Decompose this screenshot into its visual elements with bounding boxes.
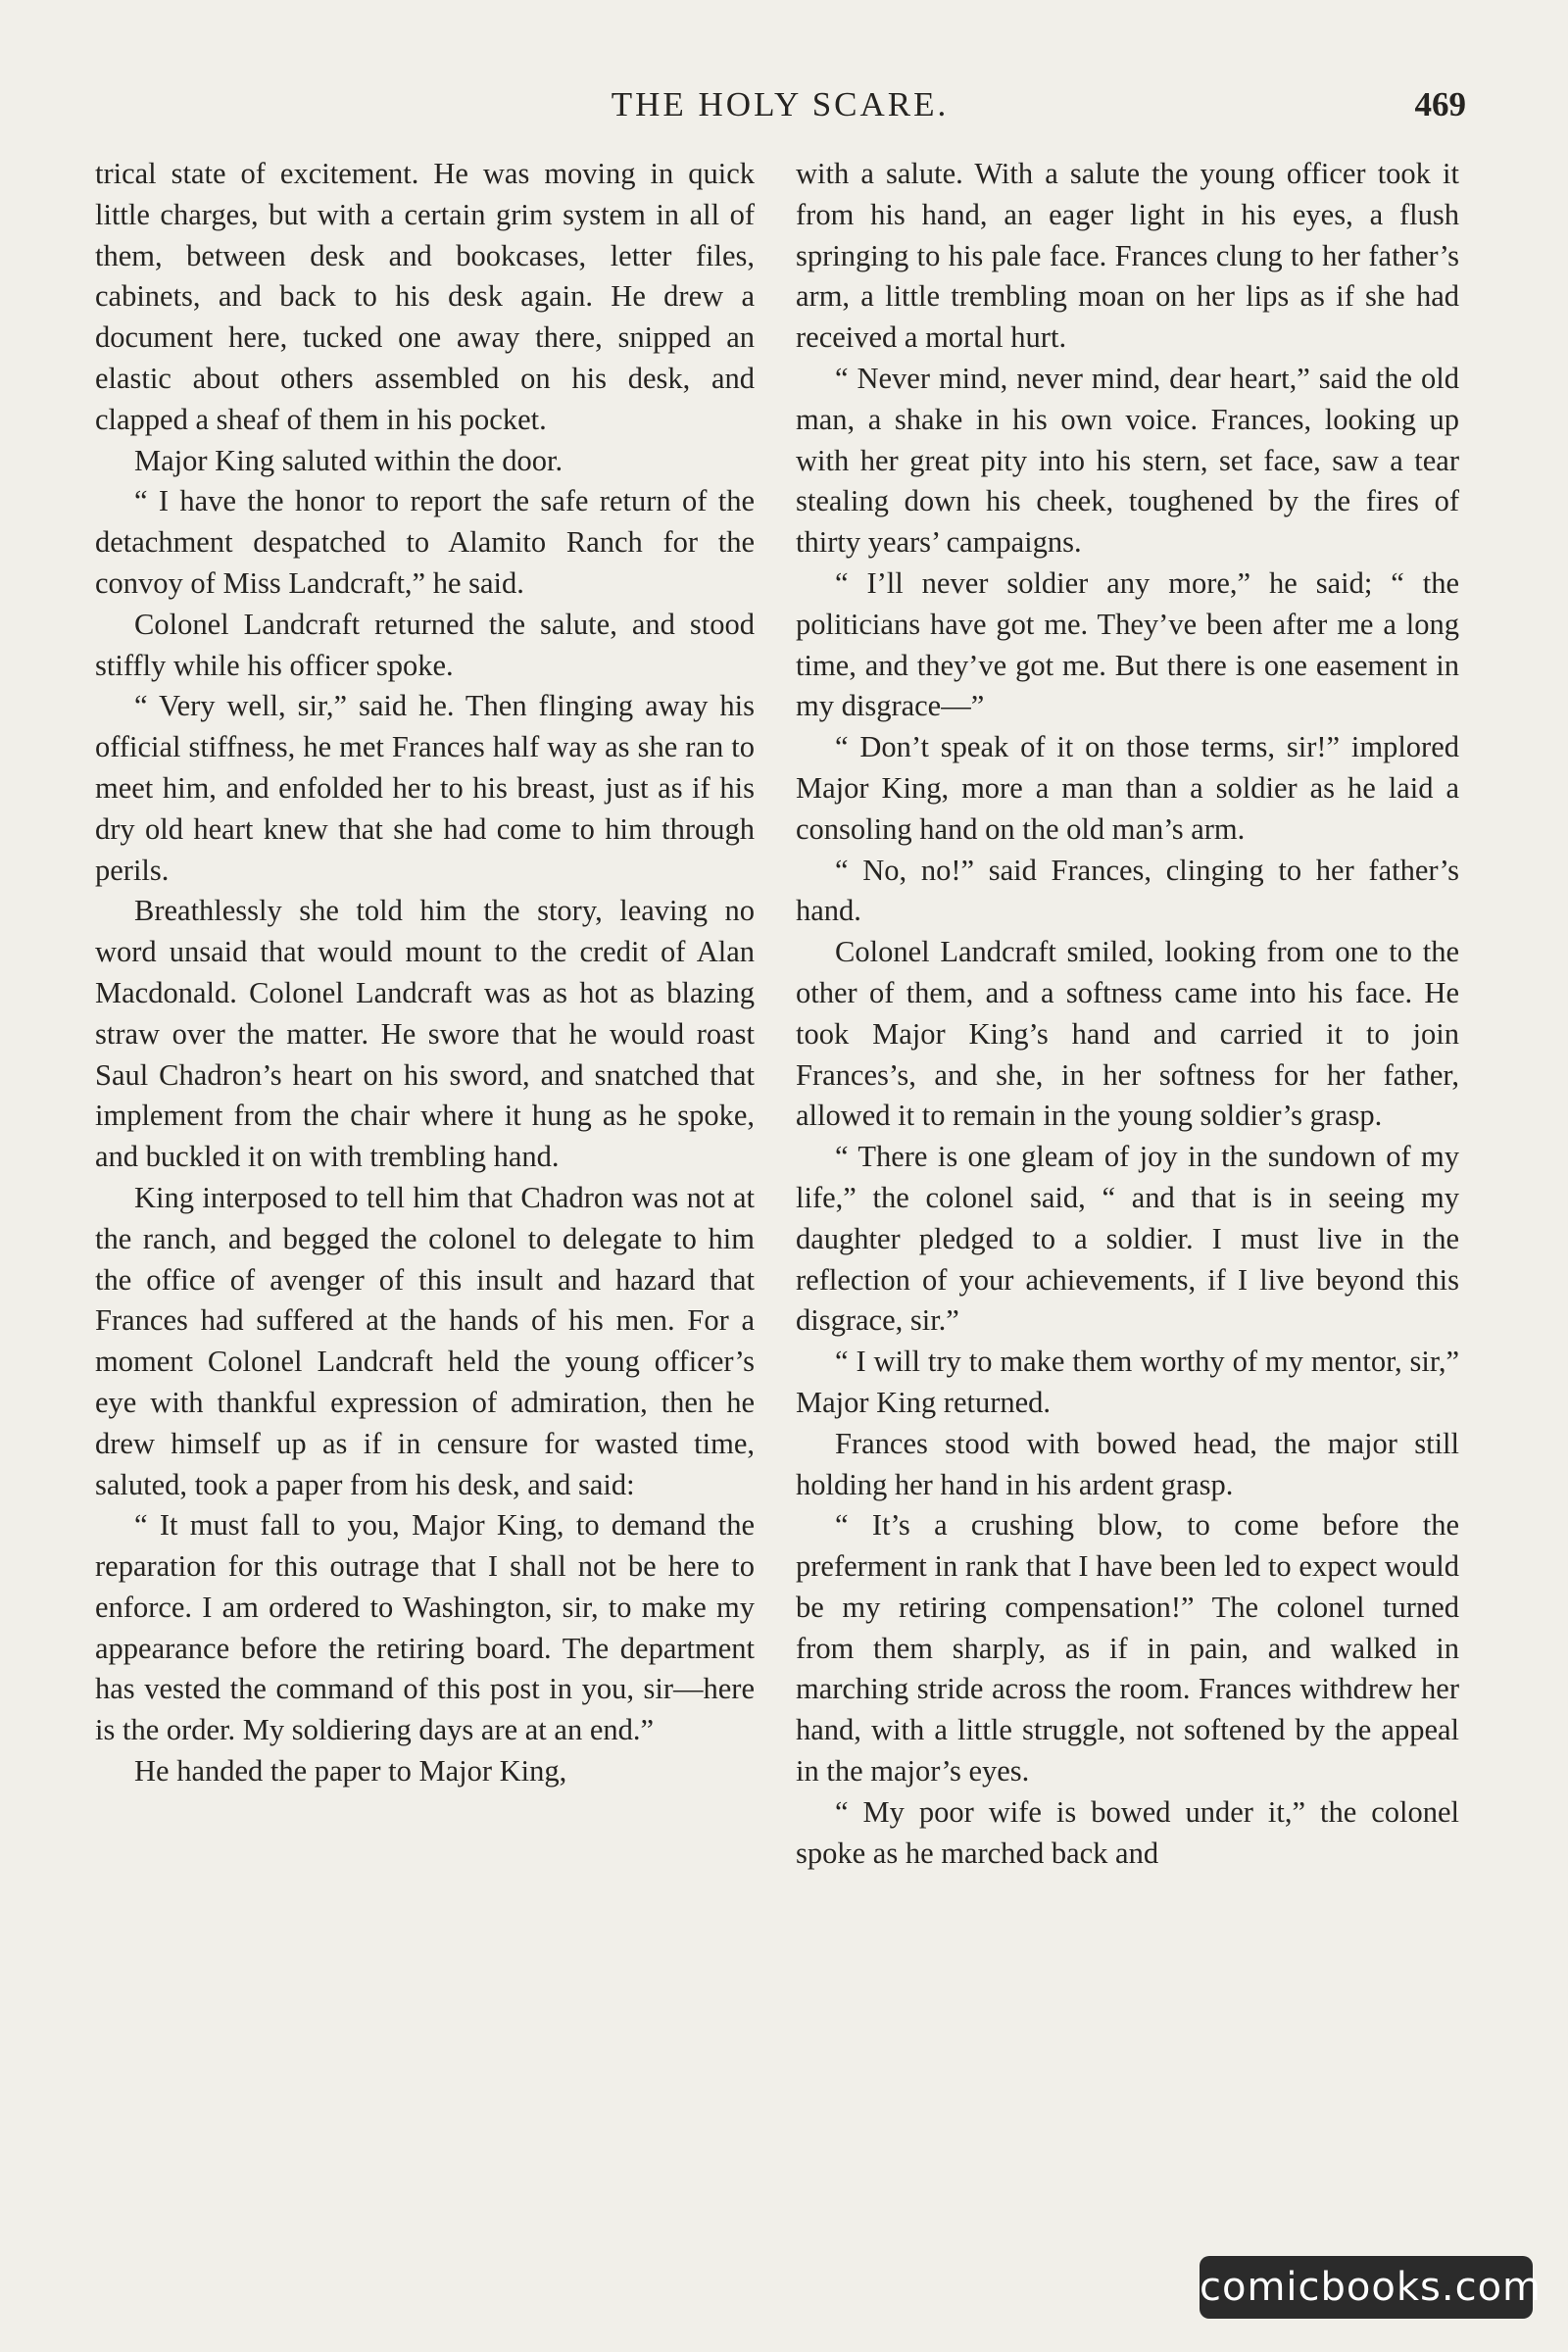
paragraph: “ I’ll never soldier any more,” he said; “ the politicians have got me. They’ve been after me a long time, and they’ve got me. But there is one easement in my disgrace—” [796,565,1459,723]
paragraph: “ It’s a crushing blow, to come before the preferment in rank that I have been led to expect would be my retiring compensation!” The colonel turned from them sharply, as if in pain, and walked in marching stride across the room. Frances withdrew her hand, with a little struggle, not softened by the appeal in the major’s eyes. [796,1508,1459,1788]
paragraph: “ Don’t speak of it on those terms, sir!” implored Major King, more a man than a soldier as he laid a consoling hand on the old man’s arm. [796,730,1459,846]
page-number: 469 [1414,85,1466,123]
paragraph: Frances stood with bowed head, the major still holding her hand in his ardent grasp. [796,1426,1459,1501]
paragraph: Breathlessly she told him the story, leaving no word unsaid that would mount to the credit of Alan Macdonald. Colonel Landcraft was as hot as blazing straw over the matter. He swore that he would roast Saul Chadron’s heart on his sword, and snatched that implement from the chair where it hung as he spoke, and buckled it on with trembling hand. [95,894,755,1174]
paragraph: trical state of excitement. He was moving in quick little charges, but with a certain grim system in all of them, between desk and bookcases, letter files, cabinets, and back to his desk again. He drew a document here, tucked one away there, snipped an elastic about others assembled on his desk, and clapped a sheaf of them in his pocket. [95,157,755,436]
paragraph: Colonel Landcraft smiled, looking from one to the other of them, and a softness came into his face. He took Major King’s hand and carried it to join Frances’s, and she, in her softness for her father, allowed it to remain in the young soldier’s grasp. [796,935,1459,1133]
paragraph: He handed the paper to Major King, [134,1754,567,1788]
paragraph: “ There is one gleam of joy in the sundown of my life,” the colonel said, “ and that is in seeing my daughter pledged to a soldier. I must live in the reflection of your achievements, if I live beyond this disgrace, sir.” [796,1140,1459,1338]
left-text-column [95,154,755,1792]
paragraph: “ I have the honor to report the safe return of the detachment despatched to Alamito Ranch for the convoy of Miss Landcraft,” he said. [95,484,755,600]
paragraph: King interposed to tell him that Chadron was not at the ranch, and begged the colonel to delegate to him the office of avenger of this insult and hazard that Frances had suffered at the hands of his men. For a moment Colonel Landcraft held the young officer’s eye with thankful expression of admiration, then he drew himself up as if in censure for wasted time, saluted, took a paper from his desk, and said: [95,1180,755,1501]
paragraph: “ It must fall to you, Major King, to demand the reparation for this outrage that I shall not be here to enforce. I am ordered to Washington, sir, to make my appearance before the retiring board. The department has vested the command of this post in you, sir—here is the order. My soldiering days are at an end.” [95,1508,755,1747]
paragraph: “ I will try to make them worthy of my mentor, sir,” Major King returned. [796,1345,1459,1419]
paragraph: with a salute. With a salute the young officer took it from his hand, an eager light in his eyes, a flush springing to his pale face. Frances clung to her father’s arm, a little trembling moan on her lips as if she had received a mortal hurt. [796,157,1459,355]
running-header [94,80,1466,129]
paragraph: “ No, no!” said Frances, clinging to her father’s hand. [796,853,1459,928]
paragraph: “ Very well, sir,” said he. Then flinging away his official stiffness, he met Frances half way as she ran to meet him, and enfolded her to his breast, just as if his dry old heart knew that she had come to him through perils. [95,689,755,887]
page-title: THE HOLY SCARE. [611,85,950,123]
right-text-column [796,154,1459,1874]
paragraph: “ Never mind, never mind, dear heart,” said the old man, a shake in his own voice. Frances, looking up with her great pity into his stern, set face, saw a tear stealing down his cheek, toughened by the fires of thirty years’ campaigns. [796,361,1459,560]
paragraph: “ My poor wife is bowed under it,” the colonel spoke as he marched back and [796,1794,1459,1870]
watermark-logo: comicbooks.com [1200,2256,1533,2319]
paragraph: Colonel Landcraft returned the salute, and stood stiffly while his officer spoke. [95,607,755,682]
paragraph: Major King saluted within the door. [134,443,564,477]
